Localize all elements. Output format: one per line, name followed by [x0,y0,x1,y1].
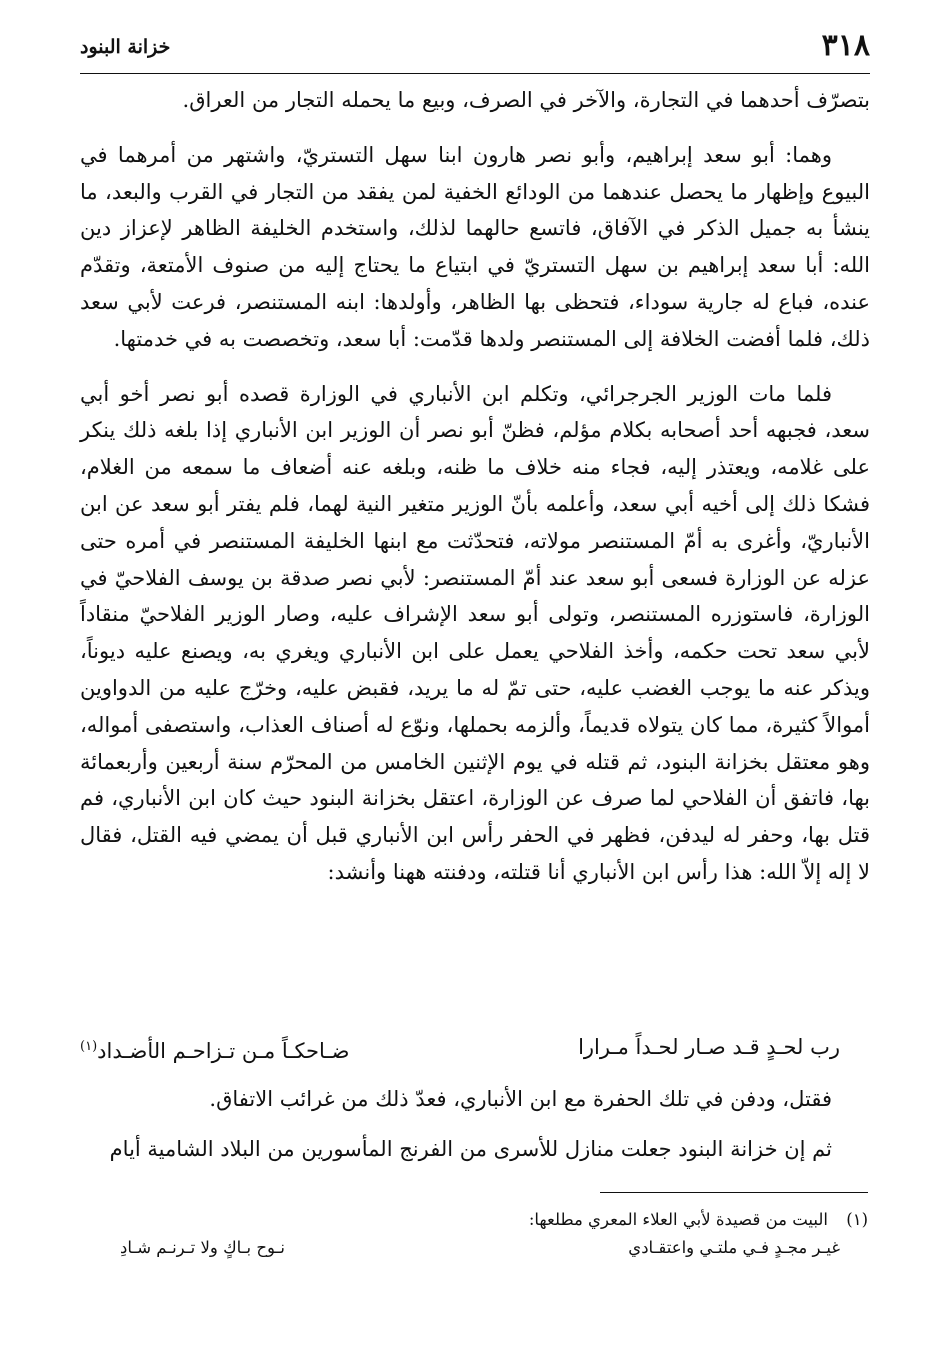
footnote-marker: (١) [846,1210,868,1229]
paragraph: فلما مات الوزير الجرجرائي، وتكلم ابن الأنباري في الوزارة قصده أبو نصر أخو أبي سعد، فجبهه أحد أصحابه بكلام مؤلم، فظنّ أبو نصر أن الوزير ابن الأنباري إذا بلغه ذلك ينكر على غلامه، ويعتذر إليه، فجاء منه خلاف ما ظنه، وبلغه عنه أضعاف ما سمعه من الغلام، فشكا ذلك إلى أخيه أبي سعد، وأعلمه بأنّ الوزير متغير النية لهما، فلم يفتر أبو سعد عن ابن الأنباريّ، وأغرى به أمّ المستنصر مولاته، فتحدّثت مع ابنها الخليفة المستنصر في أمره حتى عزله عن الوزارة فسعى أبو سعد عند أمّ المستنصر: لأبي نصر صدقة بن يوسف الفلاحيّ في الوزارة، فاستوزره المستنصر، وتولى أبو سعد الإشراف عليه، وصار الوزير الفلاحيّ منقاداً لأبي سعد تحت حكمه، وأخذ الفلاحي يعمل على ابن الأنباري ويغري به، ويصنع عليه ديوناً، ويذكر عنه ما يوجب الغضب عليه، حتى تمّ له ما يريد، فقبض عليه، وخرّج عليه من الدواوين أموالاً كثيرة، مما كان يتولاه قديماً، وألزمه بحملها، ونوّع له أصناف العذاب، واستصفى أمواله، وهو معتقل بخزانة البنود، ثم قتله في يوم الإثنين الخامس من المحرّم سنة أربعين وأربعمائة بها، فاتفق أن الفلاحي لما صرف عن الوزارة، اعتقل بخزانة البنود حيث كان ابن الأنباري، فم قتل بها، وحفر له ليدفن، فظهر في الحفر رأس ابن الأنباري قبل أن يمضي فيه القتل، فقال لا إله إلاّ الله: هذا رأس ابن الأنباري أنا قتلته، ودفنته ههنا وأنشد: [80,381,870,884]
footnote-verse-second: نـوح بـاكٍ ولا تـرنـم شـادِ [120,1238,285,1257]
footnote-text: البيت من قصيدة لأبي العلاء المعري مطلعها: [528,1210,828,1229]
page-number: ٣١٨ [821,28,870,63]
page-header [80,28,870,64]
footnote-verse [80,1235,870,1263]
footnote-verse-first: غيـر مجـدٍ فـي ملتـي واعتقـادي [628,1238,840,1257]
poem-verse [80,1027,870,1067]
footnote [80,1207,870,1263]
main-text [80,82,870,909]
footnote-reference[interactable]: (١) [80,1039,98,1054]
paragraph: بتصرّف أحدهما في التجارة، والآخر في الصرف، وبيع ما يحمله التجار من العراق. [182,88,870,112]
footnote-rule [600,1192,868,1193]
paragraph: وهما: أبو سعد إبراهيم، وأبو نصر هارون ابنا سهل التستريّ، واشتهر من أمرهما في البيوع وإظهار ما يحصل عندهما من الودائع الخفية لمن يفقد من التجار في القرب والبعد، ما ينشأ به جميل الذكر في الآفاق، فاتسع حالهما لذلك، واستخدم الخليفة الظاهر لإعزاز دين الله: أبا سعد إبراهيم بن سهل التستريّ في ابتياع ما يحتاج إليه من صنوف الأمتعة، وتقدّم عنده، فباع له جارية سوداء، فتحظى بها الظاهر، وأولدها: ابنه المستنصر، فرعت لأبي سعد ذلك، فلما أفضت الخلافة إلى المستنصر ولدها قدّمت: أبا سعد، وتخصصت به في خدمتها. [80,142,870,351]
footnote-line [80,1207,870,1235]
paragraph: ثم إن خزانة البنود جعلت منازل للأسرى من الفرنج المأسورين من البلاد الشامية أيام [109,1137,832,1161]
header-rule [80,73,870,74]
running-title: خزانة البنود [80,36,171,58]
verse-hemistich-first: رب لحـدٍ قـد صـار لحـداً مـرارا [578,1035,840,1059]
paragraph: فقتل، ودفن في تلك الحفرة مع ابن الأنباري، فعدّ ذلك من غرائب الاتفاق. [209,1087,832,1111]
verse-hemistich-second [80,1027,349,1071]
closing-text [80,1080,870,1180]
verse-hemistich-second-text: ضـاحكـاً مـن تـزاحـم الأضـداد [97,1039,350,1063]
